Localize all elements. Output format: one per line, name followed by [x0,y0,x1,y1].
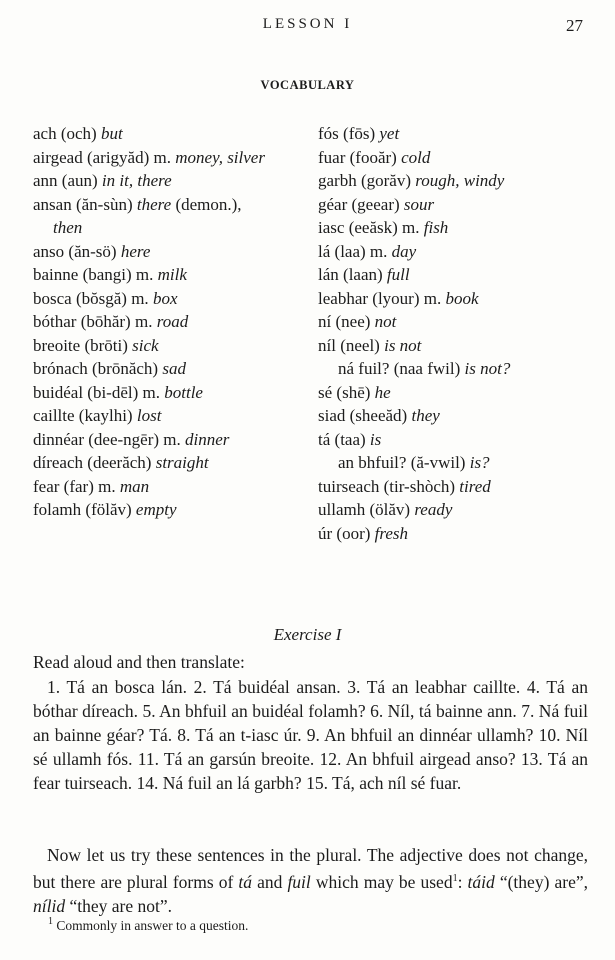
vocab-word: buidéal [33,382,84,402]
vocab-pronunciation: (geear) [351,194,400,214]
vocab-column-right [318,122,598,545]
vocab-entry [318,334,598,358]
vocab-word: fós [318,124,339,143]
vocab-entry [318,287,598,311]
vocab-word: fear [33,476,60,496]
vocab-pronunciation: (oor) [336,523,371,543]
vocab-pronunciation: (nee) [335,312,371,331]
vocab-meaning: man [119,476,150,496]
vocab-gender: m. [369,241,388,261]
vocab-pronunciation: (shē) [336,382,371,402]
vocab-meaning: is? [469,453,490,472]
word-nilid: nílid [33,895,66,916]
vocab-meaning: then [53,218,83,237]
vocab-word: díreach [33,453,84,472]
vocab-gender: m. [131,288,149,308]
exercise-title: Exercise I [273,625,342,644]
vocab-pronunciation: (deerăch) [87,453,152,472]
vocab-entry [33,451,308,475]
vocab-word: garbh [318,171,357,190]
vocab-meaning: is not [384,335,422,355]
vocab-pronunciation: (bōhăr) [80,312,131,331]
word-fuil: fuil [287,871,311,892]
vocab-entry [318,451,598,475]
vocab-meaning: but [100,124,123,143]
vocab-note: (demon.), [175,194,242,214]
vocab-meaning: lost [136,406,162,425]
vocab-entry [33,193,308,217]
paragraph-text: Now let us try these sentences in the plural. The adjective does not change, but there are plural forms of [33,845,588,892]
vocab-pronunciation: (lyour) [372,288,420,308]
vocab-word: tuirseach [318,476,380,496]
vocab-meaning: rough, windy [415,171,505,190]
vocab-meaning: money, silver [175,147,265,167]
vocab-meaning: is not? [464,359,511,378]
vocab-word: géar [318,194,348,214]
vocab-entry [318,263,598,287]
vocab-pronunciation: (bangi) [82,265,132,284]
vocab-meaning: sad [162,359,186,378]
exercise-intro: Read aloud and then translate: [33,652,245,672]
paragraph-text: : [457,871,468,892]
vocab-pronunciation: (ăn-sö) [68,241,117,261]
vocab-pronunciation: (ă-vwil) [410,453,466,472]
vocab-meaning: fresh [374,523,409,543]
vocab-entry [33,169,308,193]
word-ta: tá [238,871,253,892]
vocab-gender: m. [402,218,420,237]
word-taid: táid [467,871,495,892]
vocab-entry [318,240,598,264]
vocab-word: úr [318,523,333,543]
paragraph-text: which may be used [310,871,453,892]
vocab-meaning: sick [132,335,159,355]
vocab-word: caillte [33,406,75,425]
vocab-gender: m. [153,147,172,167]
vocab-entry [33,240,308,264]
vocab-meaning: bottle [164,382,203,402]
vocab-meaning: here [120,241,151,261]
vocab-word: ansan [33,194,72,214]
vocab-word: siad [318,406,346,425]
vocab-entry [318,357,598,381]
vocab-pronunciation: (kaylhi) [78,406,133,425]
vocab-pronunciation: (gorăv) [360,171,411,190]
vocab-entry [318,475,598,499]
vocab-entry [33,357,308,381]
vocab-meaning: there [136,194,172,214]
vocab-word: bainne [33,265,79,284]
vocab-meaning: he [374,382,391,402]
vocab-meaning: yet [379,124,400,143]
vocab-word: dinnéar [33,429,84,449]
vocab-pronunciation: (neel) [340,335,380,355]
vocab-meaning: dinner [185,429,230,449]
vocab-entry [33,263,308,287]
vocab-gender: m. [135,265,154,284]
vocab-word: fuar [318,147,346,167]
vocab-entry [318,193,598,217]
vocab-word: ní [318,312,332,331]
vocab-pronunciation: (fooăr) [349,147,397,167]
vocab-column-left [33,122,308,522]
vocab-entry [33,498,308,522]
vocab-word: breoite [33,335,81,355]
vocab-meaning: empty [135,500,177,519]
vocab-entry [33,475,308,499]
vocab-meaning: tired [459,476,491,496]
vocab-pronunciation: (tir-shòch) [383,476,456,496]
vocab-meaning: they [411,406,440,425]
vocab-meaning: box [152,288,178,308]
vocab-pronunciation: (aun) [61,171,98,190]
vocab-entry [33,122,308,146]
vocab-entry [33,404,308,428]
vocab-pronunciation: (brōnăch) [92,359,159,378]
vocab-word: bosca [33,288,72,308]
footnote [48,916,248,934]
vocab-pronunciation: (fölăv) [85,500,132,519]
exercise-sentences: 1. Tá an bosca lán. 2. Tá buidéal ansan. 3. Tá an leabhar caillte. 4. Tá an bóthar díreach. 5. An bhfuil an buidéal folamh? 6. Níl, tá bainne ann. 7. Ná fuil an bainne géar? Tá. 8. Tá an t-iasc úr. 9. An bhfuil an dinnéar ullamh? 10. Níl sé ullamh fós. 11. Tá an garsún breoite. 12. An bhfuil airgead anso? 13. Tá an fear tuirseach. 14. Ná fuil an lá garbh? 15. Tá, ach níl sé fuar. [33,677,588,793]
vocab-meaning: fish [423,218,449,237]
vocab-gender: m. [134,312,153,331]
vocab-pronunciation: (och) [60,124,97,143]
vocab-word: folamh [33,500,82,519]
vocab-word: tá [318,429,331,449]
vocab-entry [318,169,598,193]
vocab-pronunciation: (brōti) [84,335,128,355]
vocab-gender: m. [98,476,116,496]
paragraph-text: “(they) are”, [494,871,588,892]
vocab-pronunciation: (bi-dēl) [87,382,139,402]
footnote-text: Commonly in answer to a question. [56,917,249,933]
vocab-meaning: milk [157,265,187,284]
vocab-pronunciation: (taa) [334,429,366,449]
vocab-entry [33,146,308,170]
vocab-entry [318,404,598,428]
vocab-entry [318,216,598,240]
vocab-pronunciation: (ăn-sùn) [75,194,133,214]
vocab-entry [33,428,308,452]
vocab-entry [33,287,308,311]
vocab-meaning: book [445,288,479,308]
vocab-pronunciation: (bŏsgă) [75,288,127,308]
section-title: VOCABULARY [260,78,355,92]
vocab-entry [33,310,308,334]
vocab-word: níl [318,335,336,355]
vocab-entry [318,146,598,170]
running-title: LESSON I [262,16,353,32]
vocab-word: an bhfuil? [338,453,407,472]
vocab-meaning: day [391,241,417,261]
vocab-pronunciation: (dee-ngēr) [88,429,160,449]
vocab-entry [318,428,598,452]
vocab-entry [318,498,598,522]
vocab-meaning: is [369,429,382,449]
vocab-entry [318,381,598,405]
vocab-meaning: road [156,312,189,331]
vocab-word: sé [318,382,333,402]
page-number: 27 [566,16,583,35]
vocab-pronunciation: (laa) [334,241,366,261]
vocab-meaning: straight [155,453,209,472]
vocab-word: iasc [318,218,345,237]
vocab-word: ullamh [318,500,366,519]
vocab-entry [318,522,598,546]
vocab-entry [33,334,308,358]
vocab-meaning: cold [401,147,431,167]
vocab-pronunciation: (ölăv) [369,500,411,519]
vocab-pronunciation: (eeăsk) [348,218,398,237]
vocab-meaning: not [374,312,397,331]
vocab-word: ach [33,124,57,143]
vocab-word: ann [33,171,58,190]
footnote-ref: 1 [452,873,458,884]
vocab-pronunciation: (arigyăd) [86,147,150,167]
paragraph-text: and [252,871,288,892]
vocab-pronunciation: (naa fwil) [393,359,461,378]
vocab-gender: m. [423,288,442,308]
vocab-word: lán [318,265,339,284]
vocab-entry [33,381,308,405]
vocab-entry [318,122,598,146]
vocab-entry-continuation [33,216,308,240]
vocab-pronunciation: (laan) [343,265,383,284]
vocab-word: airgead [33,147,83,167]
vocab-meaning: sour [403,194,435,214]
vocab-gender: m. [163,429,181,449]
vocab-pronunciation: (sheeăd) [349,406,408,425]
plural-paragraph [33,843,588,918]
vocab-pronunciation: (far) [63,476,94,496]
vocab-meaning: in it, there [101,171,172,190]
vocab-entry [318,310,598,334]
footnote-marker: 1 [48,916,53,927]
vocab-word: anso [33,241,65,261]
paragraph-text: “they are not”. [65,895,172,916]
vocab-word: ná fuil? [338,359,390,378]
vocab-meaning: full [386,265,410,284]
vocab-gender: m. [142,382,161,402]
vocab-word: lá [318,241,331,261]
page-header [0,16,615,40]
vocab-meaning: ready [414,500,453,519]
vocab-word: leabhar [318,288,369,308]
vocab-word: bóthar [33,312,77,331]
vocab-pronunciation: (fōs) [343,124,376,143]
vocab-word: brónach [33,359,88,378]
